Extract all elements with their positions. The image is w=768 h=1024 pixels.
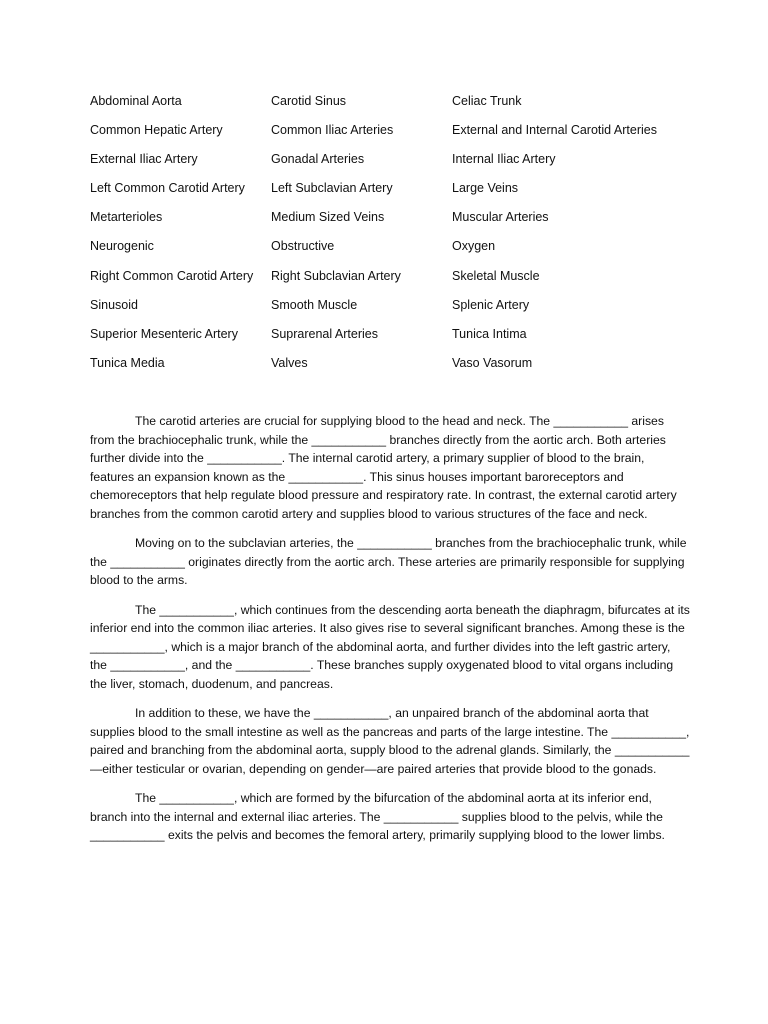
- word-bank-term: Vaso Vasorum: [452, 355, 533, 370]
- word-bank-term: Muscular Arteries: [452, 210, 549, 225]
- word-bank-term: Obstructive: [271, 239, 335, 254]
- passage-paragraph-visceral-branches: In addition to these, we have the ___________, an unpaired branch of the abdominal aorta that supplies blood to the small intestine as well as the pancreas and parts of the large intestine. The ___________, paired and branching from the abdominal aorta, supply blood to the adrenal glands. Similarly, the ___________ —either testicular or ovarian, depending on gender—are paired arteries that provide blood to the gonads.: [90, 706, 690, 776]
- word-bank-term: Abdominal Aorta: [90, 94, 182, 108]
- word-bank-term: Large Veins: [452, 181, 519, 196]
- word-bank-term: Common Iliac Arteries: [271, 123, 394, 138]
- word-bank-term: Gonadal Arteries: [271, 152, 365, 167]
- word-bank-term: Metarterioles: [90, 210, 163, 225]
- word-bank-term: External Iliac Artery: [90, 152, 198, 167]
- fill-in-passage: [90, 412, 690, 856]
- word-bank-term: Valves: [271, 355, 308, 370]
- word-bank-term: Oxygen: [452, 239, 496, 254]
- word-bank-term: Medium Sized Veins: [271, 210, 385, 225]
- word-bank-term: Carotid Sinus: [271, 94, 347, 108]
- word-bank-term: Left Subclavian Artery: [271, 181, 393, 196]
- word-bank-term: Right Common Carotid Artery: [90, 268, 254, 283]
- passage-paragraph-iliac: The ___________, which are formed by the bifurcation of the abdominal aorta at its inferior end, branch into the internal and external iliac arteries. The ___________ supplies blood to the pelvis, while the ___________ exits the pelvis and becomes the femoral artery, primarily supplying blood to the lower limbs.: [90, 791, 665, 842]
- passage-paragraph-carotid: The carotid arteries are crucial for supplying blood to the head and neck. The ___________ arises from the brachiocephalic trunk, while the ___________ branches directly from the aortic arch. Both arteries further divide into the ___________. The internal carotid artery, a primary supplier of blood to the brain, features an expansion known as the ___________. This sinus houses important baroreceptors and chemoreceptors that help regulate blood pressure and respiratory rate. In contrast, the external carotid artery branches from the common carotid artery and supplies blood to various structures of the face and neck.: [90, 414, 677, 521]
- word-bank-term: Tunica Intima: [452, 326, 527, 341]
- word-bank-term: Common Hepatic Artery: [90, 123, 223, 138]
- word-bank-term: Neurogenic: [90, 239, 154, 254]
- word-bank-term: Splenic Artery: [452, 297, 530, 312]
- word-bank-term: Suprarenal Arteries: [271, 326, 379, 341]
- word-bank-term: Smooth Muscle: [271, 297, 358, 312]
- word-bank-term: Sinusoid: [90, 297, 138, 312]
- passage-paragraph-subclavian: Moving on to the subclavian arteries, the ___________ branches from the brachiocephalic trunk, while the ___________ originates directly from the aortic arch. These arteries are primarily responsible for supplying blood to the arms.: [90, 536, 687, 587]
- word-bank-term: Left Common Carotid Artery: [90, 181, 245, 196]
- word-bank-term: Right Subclavian Artery: [271, 268, 401, 283]
- passage-paragraph-abdominal-aorta: The ___________, which continues from the descending aorta beneath the diaphragm, bifurcates at its inferior end into the common iliac arteries. It also gives rise to several significant branches. Among these is the ___________, which is a major branch of the abdominal aorta, and further divides into the left gastric artery, the ___________, and the ___________. These branches supply oxygenated blood to vital organs including the liver, stomach, duodenum, and pancreas.: [90, 602, 690, 691]
- word-bank-term: Skeletal Muscle: [452, 268, 540, 283]
- word-bank-term: Tunica Media: [90, 355, 165, 370]
- word-bank: [90, 92, 690, 383]
- word-bank-term: Internal Iliac Artery: [452, 152, 556, 167]
- word-bank-term: External and Internal Carotid Arteries: [452, 123, 657, 138]
- word-bank-term: Celiac Trunk: [452, 94, 522, 108]
- word-bank-term: Superior Mesenteric Artery: [90, 326, 238, 341]
